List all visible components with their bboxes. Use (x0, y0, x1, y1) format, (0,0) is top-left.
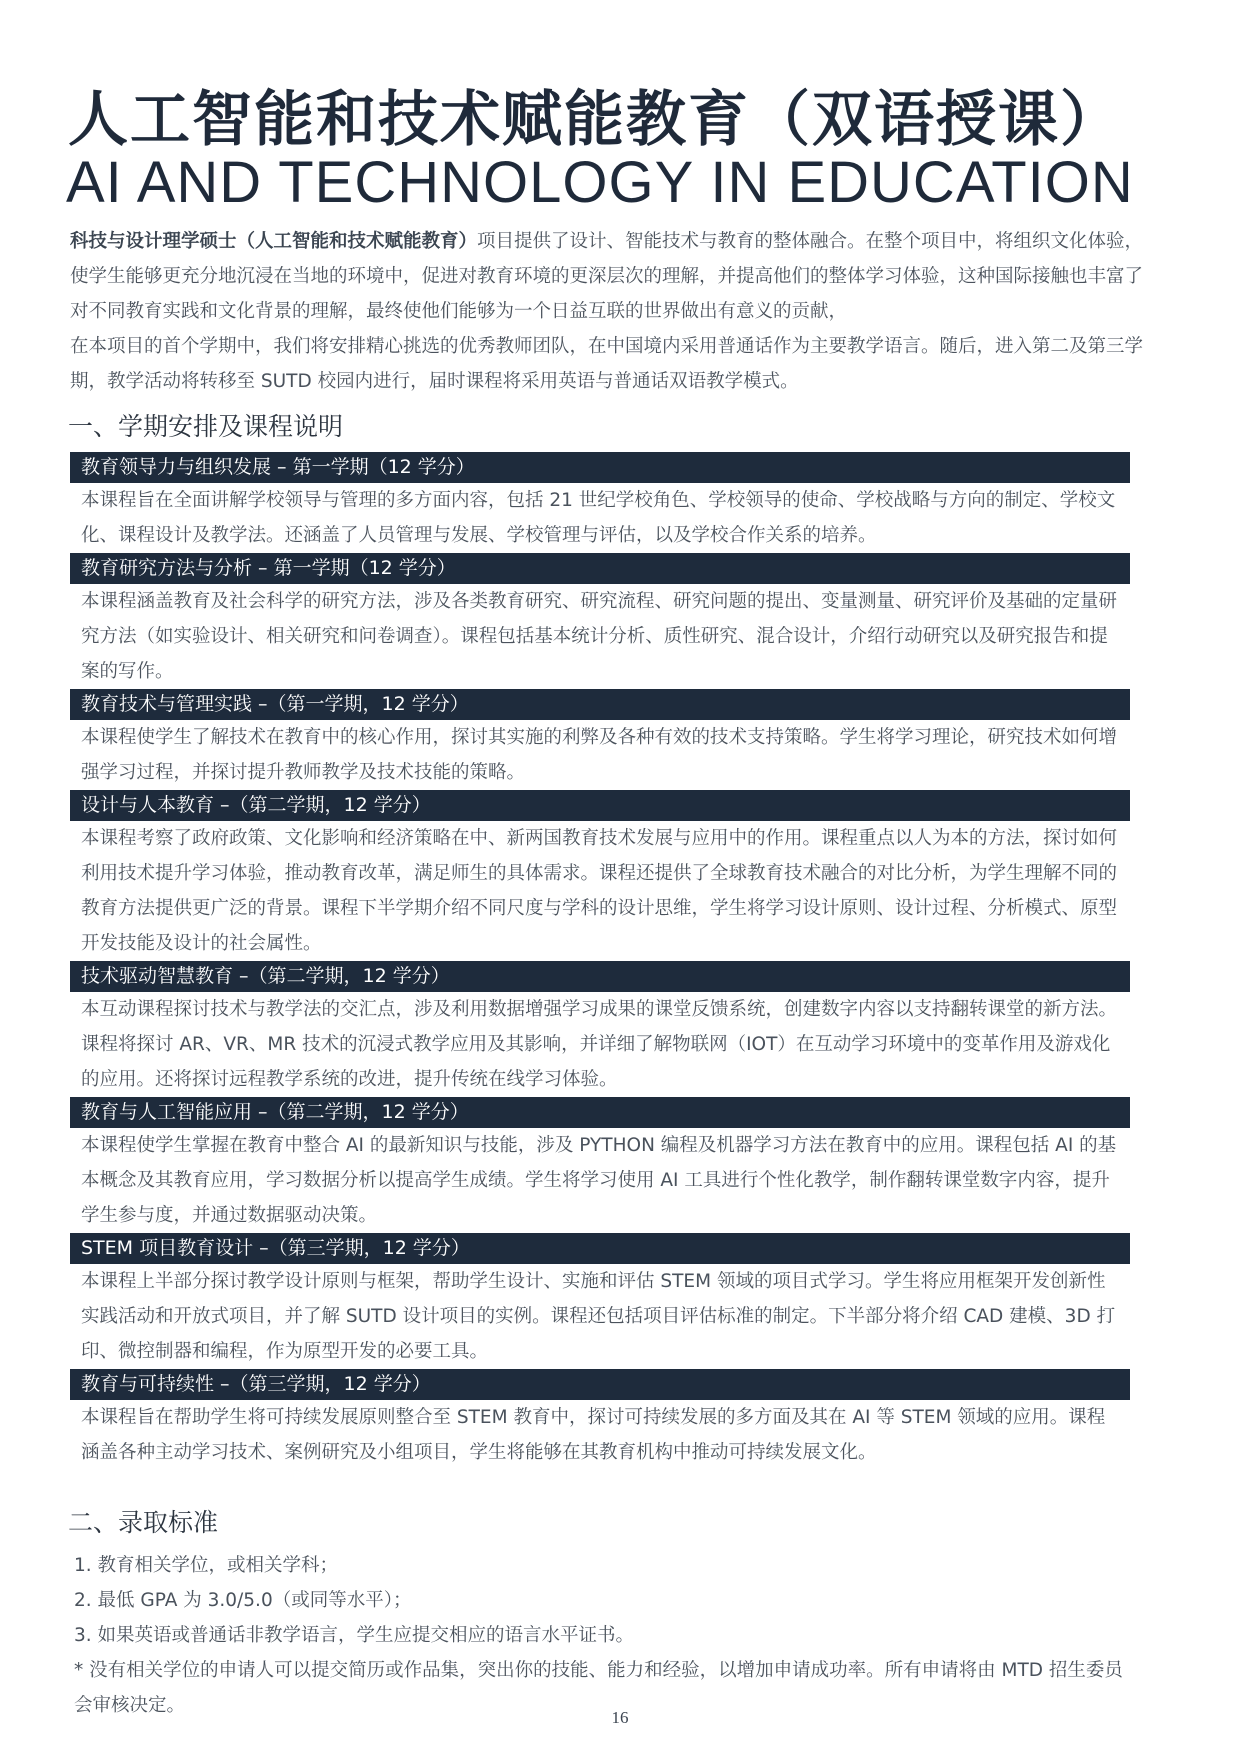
course-title-bar: 教育研究方法与分析 – 第一学期（12 学分） (70, 553, 1130, 584)
course-item (70, 689, 1130, 790)
program-introduction (70, 224, 1160, 399)
course-description: 本课程使学生掌握在教育中整合 AI 的最新知识与技能，涉及 PYTHON 编程及机器学习方法在教育中的应用。课程包括 AI 的基本概念及其教育应用，学习数据分析以提高学生成绩。学生将学习使用 AI 工具进行个性化教学，制作翻转课堂数字内容，提升学生参与度，并通过数据驱动决策。 (81, 1135, 1117, 1226)
course-item (70, 961, 1130, 1097)
course-description: 本课程上半部分探讨教学设计原则与框架，帮助学生设计、实施和评估 STEM 领域的项目式学习。学生将应用框架开发创新性实践活动和开放式项目，并了解 SUTD 设计项目的实例。课程还包括项目评估标准的制定。下半部分将介绍 CAD 建模、3D 打印、微控制器和编程，作为原型开发的必要工具。 (81, 1271, 1116, 1362)
course-description: 本互动课程探讨技术与教学法的交汇点，涉及利用数据增强学习成果的课堂反馈系统，创建数字内容以支持翻转课堂的新方法。课程将探讨 AR、VR、MR 技术的沉浸式教学应用及其影响，并详细了解物联网（IOT）在互动学习环境中的变革作用及游戏化的应用。还将探讨远程教学系统的改进，提升传统在线学习体验。 (81, 999, 1118, 1090)
course-item (70, 452, 1130, 553)
course-item (70, 1369, 1130, 1470)
course-title-bar: 教育与人工智能应用 –（第二学期，12 学分） (70, 1097, 1130, 1128)
course-description: 本课程旨在全面讲解学校领导与管理的多方面内容，包括 21 世纪学校角色、学校领导的使命、学校战略与方向的制定、学校文化、课程设计及教学法。还涵盖了人员管理与发展、学校管理与评估，以及学校合作关系的培养。 (81, 490, 1116, 546)
criteria-item: 2. 最低 GPA 为 3.0/5.0（或同等水平）； (74, 1590, 412, 1611)
course-title-bar: 教育领导力与组织发展 – 第一学期（12 学分） (70, 452, 1130, 483)
course-item (70, 1233, 1130, 1369)
course-title-bar: 技术驱动智慧教育 –（第二学期，12 学分） (70, 961, 1130, 992)
page-number: 16 (611, 1708, 629, 1727)
course-item (70, 1097, 1130, 1233)
intro-paragraph-1 (70, 224, 1160, 329)
course-description: 本课程使学生了解技术在教育中的核心作用，探讨其实施的利弊及各种有效的技术支持策略。学生将学习理论，研究技术如何增强学习过程，并探讨提升教师教学及技术技能的策略。 (81, 727, 1118, 783)
page-title-english: AI AND TECHNOLOGY IN EDUCATION (66, 150, 1134, 215)
intro-paragraph-1-text: 项目提供了设计、智能技术与教育的整体融合。在整个项目中，将组织文化体验，使学生能够更充分地沉浸在当地的环境中，促进对教育环境的更深层次的理解，并提高他们的整体学习体验，这种国际接触也丰富了对不同教育实践和文化背景的理解，最终使他们能够为一个日益互联的世界做出有意义的贡献， (70, 231, 1144, 322)
course-title-bar: 教育技术与管理实践 –（第一学期，12 学分） (70, 689, 1130, 720)
page-title-chinese: 人工智能和技术赋能教育（双语授课） (68, 85, 1122, 155)
criteria-item: 1. 教育相关学位，或相关学科； (74, 1555, 339, 1576)
course-description: 本课程旨在帮助学生将可持续发展原则整合至 STEM 教育中，探讨可持续发展的多方面及其在 AI 等 STEM 领域的应用。课程涵盖各种主动学习技术、案例研究及小组项目，学生将能够在其教育机构中推动可持续发展文化。 (81, 1407, 1106, 1463)
criteria-note: * 没有相关学位的申请人可以提交简历或作品集，突出你的技能、能力和经验，以增加申请成功率。所有申请将由 MTD 招生委员会审核决定。 (74, 1660, 1123, 1716)
course-item (70, 790, 1130, 961)
admission-criteria (74, 1548, 1134, 1723)
section-heading-admission: 二、录取标准 (68, 1508, 219, 1537)
course-list (70, 452, 1130, 1470)
course-description: 本课程考察了政府政策、文化影响和经济策略在中、新两国教育技术发展与应用中的作用。课程重点以人为本的方法，探讨如何利用技术提升学习体验，推动教育改革，满足师生的具体需求。课程还提供了全球教育技术融合的对比分析，为学生理解不同的教育方法提供更广泛的背景。课程下半学期介绍不同尺度与学科的设计思维，学生将学习设计原则、设计过程、分析模式、原型开发技能及设计的社会属性。 (81, 828, 1118, 954)
program-name: 科技与设计理学硕士（人工智能和技术赋能教育） (70, 231, 478, 252)
course-title-bar: 教育与可持续性 –（第三学期，12 学分） (70, 1369, 1130, 1400)
section-heading-curriculum: 一、学期安排及课程说明 (68, 412, 344, 441)
course-description: 本课程涵盖教育及社会科学的研究方法，涉及各类教育研究、研究流程、研究问题的提出、变量测量、研究评价及基础的定量研究方法（如实验设计、相关研究和问卷调查）。课程包括基本统计分析、质性研究、混合设计，介绍行动研究以及研究报告和提案的写作。 (81, 591, 1118, 682)
course-title-bar: STEM 项目教育设计 –（第三学期，12 学分） (70, 1233, 1130, 1264)
course-title-bar: 设计与人本教育 –（第二学期，12 学分） (70, 790, 1130, 821)
course-item (70, 553, 1130, 689)
intro-paragraph-2: 在本项目的首个学期中，我们将安排精心挑选的优秀教师团队，在中国境内采用普通话作为主要教学语言。随后，进入第二及第三学期，教学活动将转移至 SUTD 校园内进行，届时课程将采用英语与普通话双语教学模式。 (70, 336, 1144, 392)
criteria-item: 3. 如果英语或普通话非教学语言，学生应提交相应的语言水平证书。 (74, 1625, 635, 1646)
